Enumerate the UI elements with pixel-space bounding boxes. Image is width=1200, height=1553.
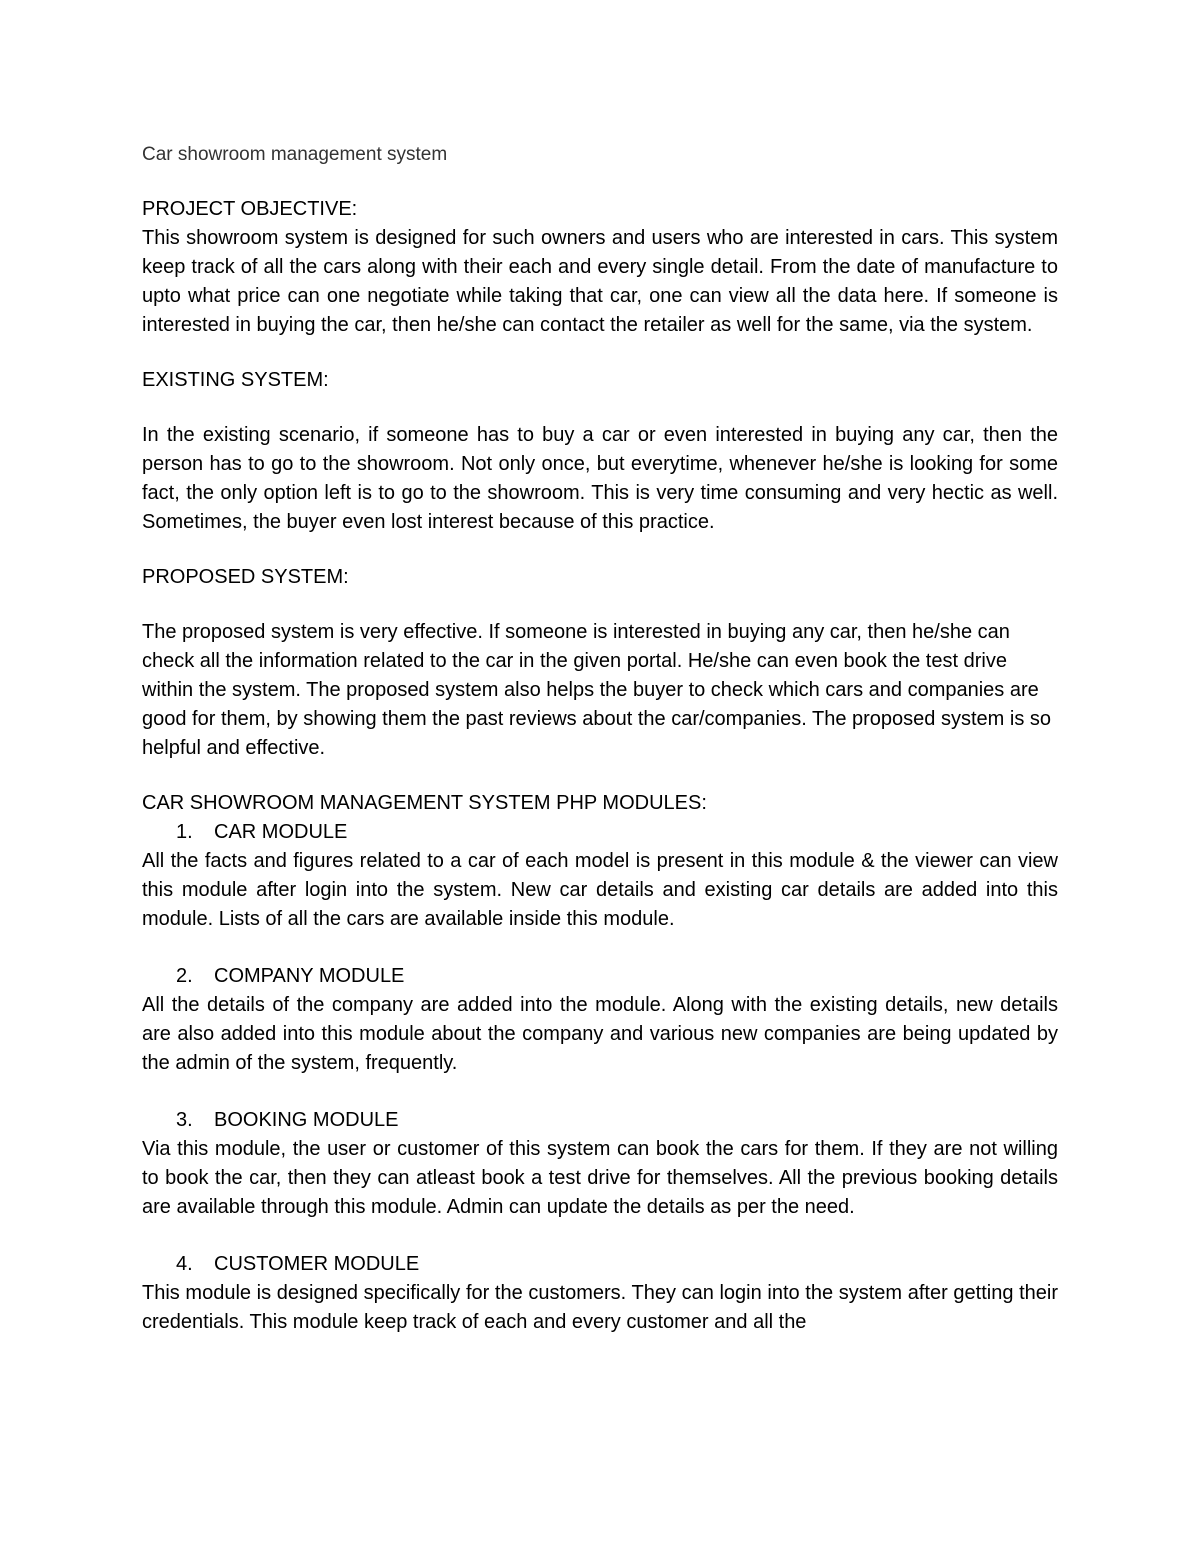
objective-paragraph: This showroom system is designed for such owners and users who are interested in cars. This system keep track of all the cars along with their each and every single detail. From the date of manufacture to upto what price can one negotiate while taking that car, one can view all the data here. If someone is interested in buying the car, then he/she can contact the retailer as well for the same, via the system. [142, 227, 1058, 336]
spacer [142, 592, 1058, 618]
existing-system-heading: EXISTING SYSTEM: [142, 369, 329, 391]
module-number: 3. [176, 1109, 193, 1131]
module-heading [142, 1250, 1058, 1279]
spacer [142, 934, 1058, 962]
spacer [142, 763, 1058, 789]
spacer [142, 340, 1058, 366]
document-title: Car showroom management system [142, 144, 448, 165]
module-heading [142, 962, 1058, 991]
module-item-company [142, 962, 1058, 1078]
spacer [142, 1078, 1058, 1106]
spacer [142, 537, 1058, 563]
module-name: BOOKING MODULE [214, 1109, 399, 1131]
module-name: CUSTOMER MODULE [214, 1253, 420, 1275]
module-item-customer [142, 1250, 1058, 1337]
proposed-system-paragraph: The proposed system is very effective. If someone is interested in buying any car, then he/she can check all the information related to the car in the given portal. He/she can even book the test drive within the system. The proposed system also helps the buyer to check which cars and companies are good for them, by showing them the past reviews about the car/companies. The proposed system is so helpful and effective. [142, 621, 1051, 759]
module-paragraph: This module is designed specifically for the customers. They can login into the system after getting their credentials. This module keep track of each and every customer and all the [142, 1282, 1058, 1333]
document-page [142, 140, 1058, 1337]
module-number: 2. [176, 965, 193, 987]
module-heading [142, 818, 1058, 847]
module-name: CAR MODULE [214, 821, 348, 843]
spacer [142, 395, 1058, 421]
spacer [142, 1222, 1058, 1250]
module-paragraph: All the details of the company are added into the module. Along with the existing details, new details are also added into this module about the company and various new companies are being updated by the admin of the system, frequently. [142, 994, 1058, 1074]
module-paragraph: All the facts and figures related to a car of each model is present in this module & the viewer can view this module after login into the system. New car details and existing car details are added into this module. Lists of all the cars are available inside this module. [142, 850, 1058, 930]
module-paragraph: Via this module, the user or customer of this system can book the cars for them. If they are not willing to book the car, then they can atleast book a test drive for themselves. All the previous booking details are available through this module. Admin can update the details as per the need. [142, 1138, 1058, 1218]
module-heading [142, 1106, 1058, 1135]
module-item-booking [142, 1106, 1058, 1222]
objective-heading: PROJECT OBJECTIVE: [142, 198, 358, 220]
module-number: 4. [176, 1253, 193, 1275]
existing-system-paragraph: In the existing scenario, if someone has to buy a car or even interested in buying any car, then the person has to go to the showroom. Not only once, but everytime, whenever he/she is looking for some fact, the only option left is to go to the showroom. This is very time consuming and very hectic as well. Sometimes, the buyer even lost interest because of this practice. [142, 424, 1058, 533]
modules-heading: CAR SHOWROOM MANAGEMENT SYSTEM PHP MODULES: [142, 792, 707, 814]
module-item-car [142, 818, 1058, 934]
module-number: 1. [176, 821, 193, 843]
module-name: COMPANY MODULE [214, 965, 405, 987]
proposed-system-heading: PROPOSED SYSTEM: [142, 566, 349, 588]
